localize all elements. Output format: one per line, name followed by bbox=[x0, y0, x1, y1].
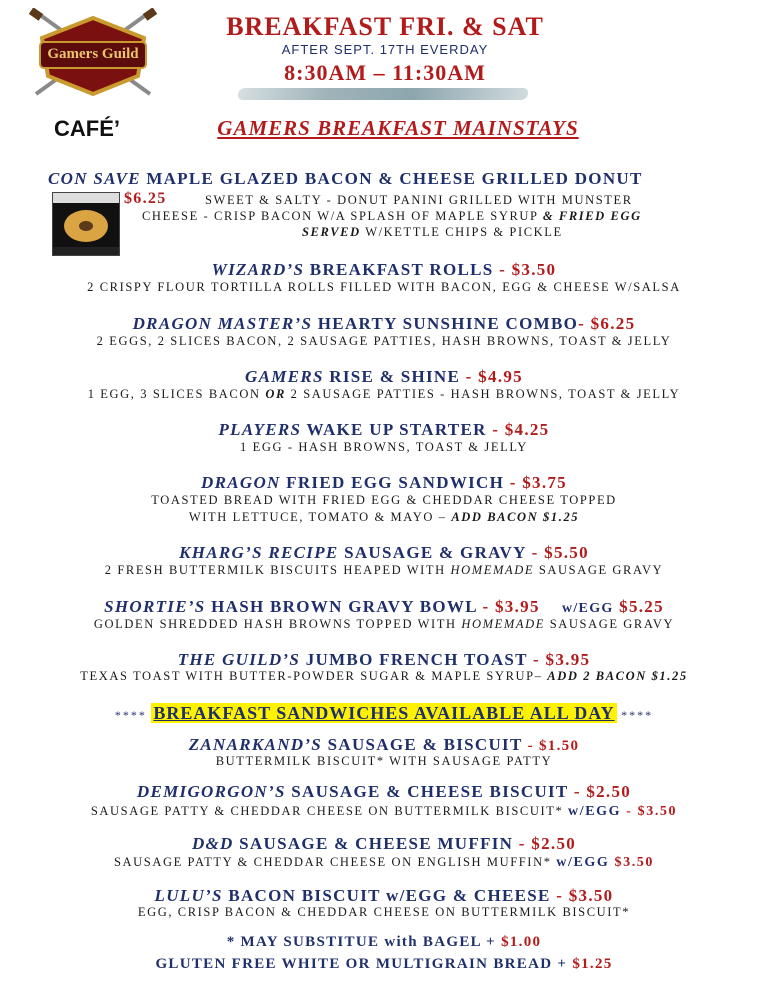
item-desc-dragon-sandwich-2: WITH LETTUCE, TOMATO & MAYO – ADD BACON $1.25 bbox=[188, 510, 580, 524]
sandwich-title-zanarkand: ZANARKAND’S SAUSAGE & BISCUIT - $1.50 bbox=[188, 735, 580, 754]
sandwich-desc-demigorgon: SAUSAGE PATTY & CHEDDAR CHEESE ON BUTTERMILK BISCUIT* w/EGG - $3.50 bbox=[90, 804, 678, 819]
item-title-players: PLAYERS WAKE UP STARTER - $4.25 bbox=[218, 420, 550, 439]
sandwich-title-demigorgon: DEMIGORGON’S SAUSAGE & CHEESE BISCUIT - $2.50 bbox=[136, 782, 632, 801]
gamers-guild-logo bbox=[26, 8, 160, 98]
item-title-rise-shine: GAMERS RISE & SHINE - $4.95 bbox=[245, 367, 523, 386]
item-desc-con-save-2: CHEESE - CRISP BACON W/A SPLASH OF MAPLE SYRUP & FRIED EGG bbox=[142, 209, 642, 223]
item-desc-french-toast: TEXAS TOAST WITH BUTTER-POWDER SUGAR & MAPLE SYRUP– ADD 2 BACON $1.25 bbox=[80, 669, 688, 683]
hours-text: 8:30AM – 11:30AM bbox=[284, 60, 486, 85]
cafe-label: CAFÉ’ bbox=[54, 116, 120, 141]
logo-text: Gamers Guild bbox=[47, 46, 139, 62]
item-title-shorties: SHORTIE’S HASH BROWN GRAVY BOWL - $3.95 w/EGG $5.25 bbox=[104, 597, 664, 616]
item-title-dragon-master: DRAGON MASTER’S HEARTY SUNSHINE COMBO- $6.25 bbox=[132, 314, 636, 333]
item-desc-rise-shine: 1 EGG, 3 SLICES BACON OR 2 SAUSAGE PATTIES - HASH BROWNS, TOAST & JELLY bbox=[87, 387, 681, 401]
item-desc-shorties: GOLDEN SHREDDED HASH BROWNS TOPPED WITH HOMEMADE SAUSAGE GRAVY bbox=[93, 617, 675, 631]
page-title: BREAKFAST FRI. & SAT bbox=[226, 12, 544, 41]
item-desc-khargs: 2 FRESH BUTTERMILK BISCUITS HEAPED WITH HOMEMADE SAUSAGE GRAVY bbox=[104, 563, 664, 577]
sandwich-desc-lulu: EGG, CRISP BACON & CHEDDAR CHEESE ON BUTTERMILK BISCUIT* bbox=[137, 905, 631, 919]
item-desc-dragon-master: 2 EGGS, 2 SLICES BACON, 2 SAUSAGE PATTIES, HASH BROWNS, TOAST & JELLY bbox=[96, 334, 672, 348]
item-desc-dragon-sandwich-1: TOASTED BREAD WITH FRIED EGG & CHEDDAR CHEESE TOPPED bbox=[151, 493, 617, 507]
sandwich-title-dnd: D&D SAUSAGE & CHEESE MUFFIN - $2.50 bbox=[191, 834, 577, 853]
all-day-banner: **** BREAKFAST SANDWICHES AVAILABLE ALL DAY **** bbox=[114, 703, 654, 723]
item-title-french-toast: THE GUILD’S JUMBO FRENCH TOAST - $3.95 bbox=[177, 650, 591, 669]
item-desc-con-save-1: SWEET & SALTY - DONUT PANINI GRILLED WITH MUNSTER bbox=[205, 193, 633, 207]
footer-gluten-note: GLUTEN FREE WHITE OR MULTIGRAIN BREAD + $1.25 bbox=[155, 956, 613, 972]
brush-stroke-divider bbox=[237, 88, 529, 100]
item-title-wizards: WIZARD’S BREAKFAST ROLLS - $3.50 bbox=[211, 260, 557, 279]
item-desc-wizards: 2 CRISPY FLOUR TORTILLA ROLLS FILLED WITH BACON, EGG & CHEESE W/SALSA bbox=[87, 280, 681, 294]
sandwich-desc-zanarkand: BUTTERMILK BISCUIT* WITH SAUSAGE PATTY bbox=[215, 754, 553, 768]
section-title-mainstays: GAMERS BREAKFAST MAINSTAYS bbox=[217, 116, 579, 140]
item-desc-players: 1 EGG - HASH BROWNS, TOAST & JELLY bbox=[240, 440, 528, 454]
item-title-dragon-sandwich: DRAGON FRIED EGG SANDWICH - $3.75 bbox=[201, 473, 567, 492]
donut-photo bbox=[52, 192, 120, 256]
donut-image-icon bbox=[53, 193, 119, 255]
sandwich-title-lulu: LULU’S BACON BISCUIT w/EGG & CHEESE - $3.50 bbox=[154, 886, 614, 905]
sandwich-desc-dnd: SAUSAGE PATTY & CHEDDAR CHEESE ON ENGLISH MUFFIN* w/EGG $3.50 bbox=[113, 855, 655, 870]
item-desc-con-save-3: SERVED W/KETTLE CHIPS & PICKLE bbox=[302, 225, 563, 239]
item-price-con-save: $6.25 bbox=[124, 190, 167, 207]
item-title-khargs: KHARG’S RECIPE SAUSAGE & GRAVY - $5.50 bbox=[179, 543, 589, 562]
item-title-con-save: CON SAVE MAPLE GLAZED BACON & CHEESE GRILLED DONUT bbox=[48, 169, 643, 188]
page-subtitle: AFTER SEPT. 17TH EVERDAY bbox=[281, 42, 489, 57]
footer-bagel-note: * MAY SUBSTITUE with BAGEL + $1.00 bbox=[226, 934, 542, 950]
